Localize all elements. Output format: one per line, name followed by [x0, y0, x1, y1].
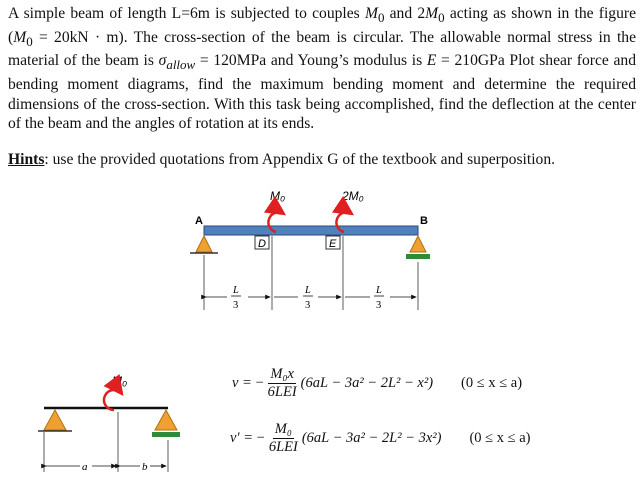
main-beam [204, 226, 418, 235]
small-beam-figure [38, 374, 180, 473]
problem-statement: A simple beam of length L=6m is subjected to couples $M_0$ and $2M_0$ acting as shown in the figure $(M_0 = 20kN \cdot m)$. The cross-section of the beam is circular. The allowable normal stress in the material of the beam is $\sigma_{allow} = 120MPa$ and Young’s modulus is E = 210GPa Plot shear force and bending moment diagrams, find the maximum bending moment and determine the required dimensions of the cross-section. With this task being accomplished, find the deflection at the center of the beam and the angles of rotation at its ends. [8, 5, 637, 133]
small-m0-label: M₀ [112, 374, 128, 388]
dim-b: b [142, 461, 148, 473]
main-beam-figure [190, 189, 430, 311]
label-e: E [329, 238, 337, 250]
dim-l-3: L [376, 285, 382, 296]
hints-label: Hints [8, 151, 45, 168]
svg-text:3: 3 [233, 300, 239, 311]
small-roller-support [155, 410, 177, 430]
2m0-label: 2M₀ [342, 189, 364, 203]
small-pin-support [44, 410, 66, 430]
label-a: A [195, 215, 203, 227]
label-d: D [258, 238, 266, 250]
roller-base [406, 254, 430, 259]
svg-text:3: 3 [376, 300, 382, 311]
dim-l-1: L [233, 285, 239, 296]
pin-support-a [196, 236, 212, 252]
dim-l-2: L [305, 285, 311, 296]
equation-deflection: v = − $\frac{\text{M₀x}}{\text{6LEI}}$ (6aL − 3a² − 2L² − x²) (0 ≤ x ≤ a) [232, 366, 523, 400]
m0-label: M₀ [270, 189, 286, 203]
hints-line: Hints: use the provided quotations from Appendix G of the textbook and superposition. [8, 151, 556, 168]
equation-slope: v′ = − $\frac{\text{M₀}}{\text{6LEI}}$ (6aL − 3a² − 2L² − 3x²) (0 ≤ x ≤ a) [230, 421, 531, 455]
dim-a: a [82, 461, 88, 473]
label-b: B [420, 215, 428, 227]
svg-text:3: 3 [305, 300, 311, 311]
roller-support-b [410, 236, 426, 252]
